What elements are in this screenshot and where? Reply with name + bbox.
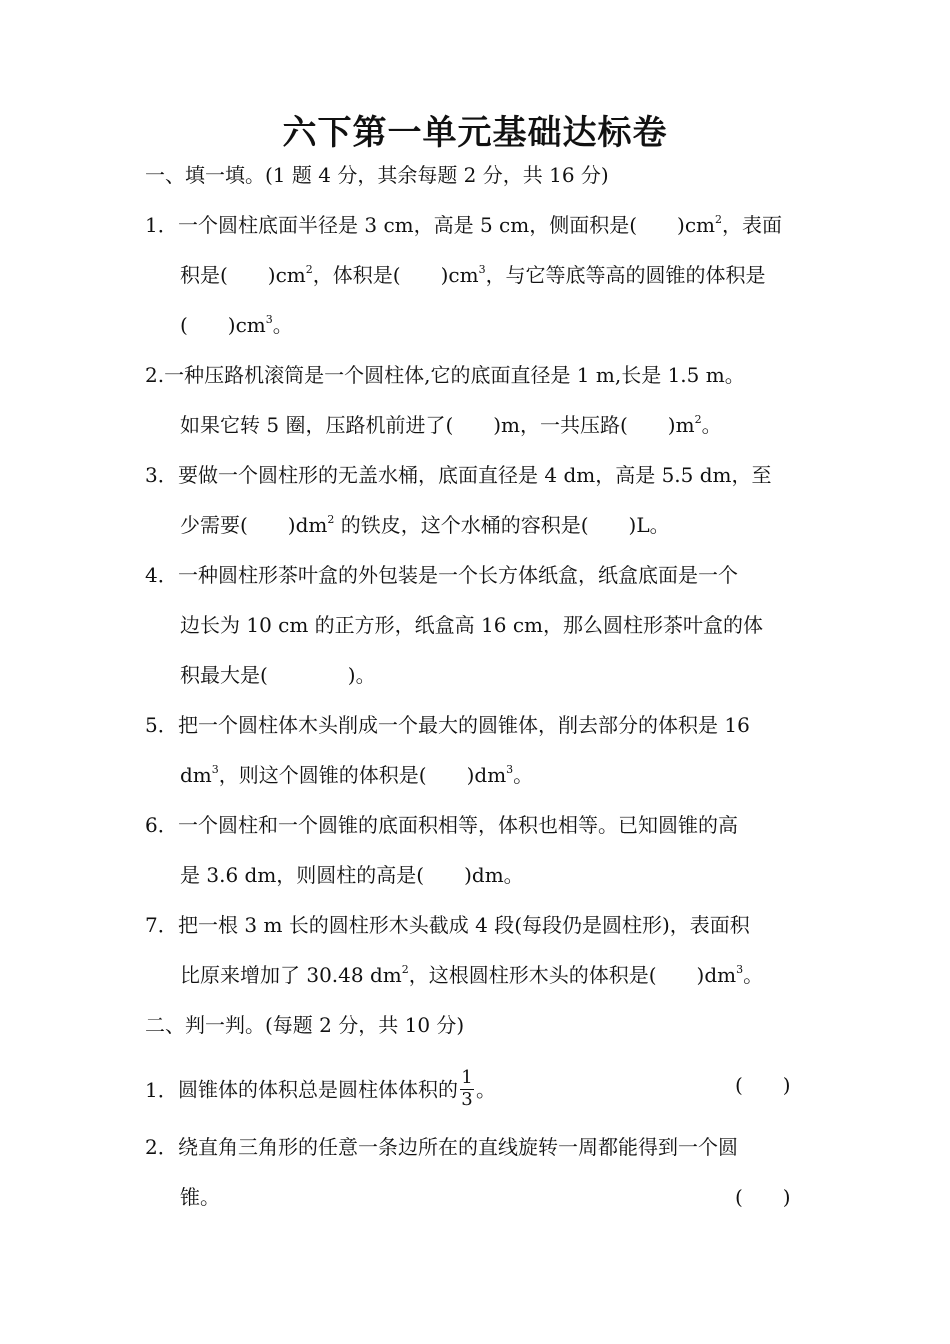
judge-question-2-line-1: 2．绕直角三角形的任意一条边所在的直线旋转一周都能得到一个圆 [145, 1132, 738, 1162]
judge-question-2-line-2: 锥。 [180, 1185, 220, 1209]
section-heading-true-false: 二、判一判。(每题 2 分，共 10 分) [145, 1013, 465, 1037]
answer-parentheses-2[interactable]: ( ) [735, 1185, 791, 1209]
fraction-one-third: $\frac{1}{3}$ [461, 1067, 473, 1110]
question-number: 7． [145, 913, 178, 937]
question-number: 2. [145, 363, 165, 387]
question-2-line-2: 如果它转 5 圈，压路机前进了( )m，一共压路( )$m^2$。 [180, 413, 722, 437]
question-1-line-2: 积是( )$cm^2$，体积是( )$cm^3$，与它等底等高的圆锥的体积是 [180, 263, 766, 287]
question-7-line-2: 比原来增加了 30.48 $dm^2$，这根圆柱形木头的体积是( )$dm^3$。 [180, 963, 764, 987]
question-6-line-1: 6．一个圆柱和一个圆锥的底面积相等，体积也相等。已知圆锥的高 [145, 810, 738, 840]
question-5-line-2: $dm^3$，则这个圆锥的体积是( )$dm^3$。 [180, 763, 534, 787]
question-1-line-1: 1．一个圆柱底面半径是 3 cm，高是 5 cm，侧面积是( )$cm^2$，表面 [145, 210, 782, 240]
question-3-line-2: 少需要( )$dm^2$ 的铁皮，这个水桶的容积是( )L。 [180, 513, 670, 537]
question-number: 1． [145, 1077, 178, 1102]
question-5-line-1: 5．把一个圆柱体木头削成一个最大的圆锥体，削去部分的体积是 16 [145, 710, 750, 740]
section-heading-fill-in: 一、填一填。(1 题 4 分，其余每题 2 分，共 16 分) [145, 163, 609, 187]
question-number: 2． [145, 1135, 178, 1159]
question-3-line-1: 3．要做一个圆柱形的无盖水桶，底面直径是 4 dm，高是 5.5 dm，至 [145, 460, 772, 490]
question-number: 6． [145, 813, 178, 837]
question-4-line-3: 积最大是( )。 [180, 663, 376, 687]
question-1-line-3: ( )$cm^3$。 [180, 313, 293, 337]
question-2-line-1: 2.一种压路机滚筒是一个圆柱体,它的底面直径是 1 m,长是 1.5 m。 [145, 363, 745, 387]
answer-parentheses-1[interactable]: ( ) [735, 1073, 791, 1097]
question-number: 1． [145, 213, 178, 237]
question-number: 3． [145, 463, 178, 487]
page-title: 六下第一单元基础达标卷 [282, 113, 668, 153]
judge-question-1: 1．圆锥体的体积总是圆柱体体积的 $\frac{1}{3}$ 。 [145, 1067, 496, 1110]
question-number: 5． [145, 713, 178, 737]
question-4-line-2: 边长为 10 cm 的正方形，纸盒高 16 cm，那么圆柱形茶叶盒的体 [180, 613, 764, 637]
question-7-line-1: 7．把一根 3 m 长的圆柱形木头截成 4 段(每段仍是圆柱形)，表面积 [145, 910, 750, 940]
question-4-line-1: 4．一种圆柱形茶叶盒的外包装是一个长方体纸盒，纸盒底面是一个 [145, 560, 738, 590]
question-6-line-2: 是 3.6 dm，则圆柱的高是( )dm。 [180, 863, 524, 887]
question-number: 4． [145, 563, 178, 587]
